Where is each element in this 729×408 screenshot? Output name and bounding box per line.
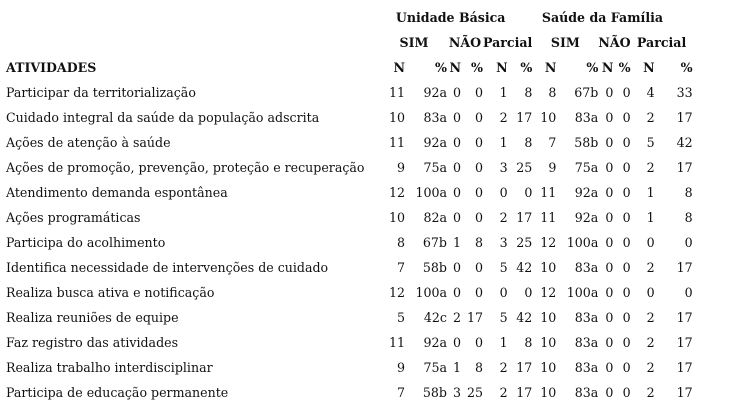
percent-cell: 17 [516,110,533,125]
count-cell: 8 [396,235,405,250]
count-cell: 1 [499,135,508,150]
percent-cell: 0 [684,285,693,300]
percent-cell: 33 [676,85,693,100]
count-cell: 5 [499,260,508,275]
col-label: % [520,60,533,75]
table-row [6,105,693,130]
count-cell: 10 [540,310,557,325]
percent-cell: 0 [622,285,631,300]
percent-cell: 83a [574,385,599,400]
percent-cell: 58b [574,135,599,150]
percent-cell: 0 [622,235,631,250]
count-cell: 12 [540,285,557,300]
count-cell: 0 [605,135,614,150]
count-cell: 12 [388,185,405,200]
percent-cell: 25 [466,385,483,400]
count-cell: 2 [646,335,655,350]
percent-cell: 0 [622,310,631,325]
count-cell: 0 [452,160,461,175]
count-cell: 10 [388,110,405,125]
percent-cell: 8 [684,210,693,225]
count-cell: 5 [499,310,508,325]
count-cell: 3 [452,385,461,400]
percent-cell: 0 [622,335,631,350]
count-cell: 9 [396,160,405,175]
count-cell: 0 [452,335,461,350]
count-cell: 0 [605,260,614,275]
percent-cell: 17 [676,160,693,175]
count-cell: 2 [452,310,461,325]
count-cell: 2 [646,310,655,325]
count-cell: 2 [499,210,508,225]
activity-label: Realiza busca ativa e notificação [6,285,215,300]
count-cell: 4 [646,85,655,100]
count-cell: 10 [540,385,557,400]
count-cell: 0 [605,210,614,225]
activity-label: Realiza reuniões de equipe [6,310,179,325]
percent-cell: 92a [423,135,447,150]
percent-cell: 0 [622,385,631,400]
count-cell: 11 [388,85,405,100]
percent-cell: 17 [676,260,693,275]
percent-cell: 0 [524,185,533,200]
percent-cell: 42c [423,310,447,325]
count-cell: 2 [646,110,655,125]
activity-label: Ações de atenção à saúde [6,135,171,150]
count-cell: 0 [605,360,614,375]
col-label: N [601,60,614,75]
count-cell: 0 [605,385,614,400]
count-cell: 11 [388,335,405,350]
percent-cell: 0 [474,85,483,100]
activity-label: Ações programáticas [6,210,141,225]
percent-cell: 0 [684,235,693,250]
table-row [6,330,693,355]
percent-cell: 75a [423,360,447,375]
percent-cell: 0 [622,135,631,150]
table-header [6,5,693,80]
count-cell: 5 [396,310,405,325]
percent-cell: 0 [622,85,631,100]
count-cell: 1 [646,210,655,225]
activity-label: Participa do acolhimento [6,235,166,250]
percent-cell: 100a [415,285,447,300]
percent-cell: 92a [423,85,447,100]
col-label: N [496,60,508,75]
activity-label: Identifica necessidade de intervenções de cuidado [6,260,329,275]
count-cell: 7 [548,135,557,150]
table-row [6,205,693,230]
count-cell: 1 [499,335,508,350]
count-cell: 1 [499,85,508,100]
table-row [6,380,693,405]
activity-label: Atendimento demanda espontânea [6,185,228,200]
percent-cell: 8 [474,235,483,250]
col-label: N [544,60,557,75]
empty-header-cell [6,5,381,30]
percent-cell: 58b [422,260,447,275]
count-cell: 9 [396,360,405,375]
col-label: % [618,60,631,75]
count-cell: 11 [540,210,557,225]
count-cell: 7 [396,385,405,400]
count-cell: 10 [540,335,557,350]
table-body [6,80,693,405]
count-cell: 1 [452,235,461,250]
percent-cell: 42 [516,260,533,275]
percent-cell: 0 [474,285,483,300]
count-cell: 0 [499,285,508,300]
col-label: N [643,60,655,75]
count-cell: 0 [605,160,614,175]
table-row [6,155,693,180]
count-cell: 12 [540,235,557,250]
column-label-row [6,55,693,80]
count-cell: 0 [452,85,461,100]
percent-cell: 0 [474,185,483,200]
percent-cell: 17 [676,385,693,400]
percent-cell: 100a [566,285,599,300]
percent-cell: 0 [474,210,483,225]
percent-cell: 8 [524,335,533,350]
percent-cell: 83a [574,335,599,350]
subgroup-sim-sf: SIM [550,35,580,50]
percent-cell: 100a [566,235,599,250]
percent-cell: 17 [466,310,483,325]
percent-cell: 82a [423,210,447,225]
percent-cell: 17 [676,335,693,350]
count-cell: 0 [452,110,461,125]
table-row [6,305,693,330]
col-label: N [449,60,461,75]
count-cell: 10 [388,210,405,225]
percent-cell: 0 [622,185,631,200]
count-cell: 0 [605,235,614,250]
col-label: % [471,60,483,75]
percent-cell: 83a [574,110,599,125]
percent-cell: 83a [574,360,599,375]
count-cell: 0 [452,260,461,275]
col-label: % [680,60,693,75]
percent-cell: 17 [676,110,693,125]
count-cell: 3 [499,160,508,175]
subgroup-parcial-sf: Parcial [636,35,687,50]
percent-cell: 0 [622,360,631,375]
count-cell: 10 [540,360,557,375]
percent-cell: 83a [574,310,599,325]
count-cell: 0 [452,210,461,225]
percent-cell: 83a [574,260,599,275]
percent-cell: 92a [423,335,447,350]
group-saude-familia: Saúde da Família [541,10,664,25]
count-cell: 9 [548,160,557,175]
empty-header-cell [6,30,381,55]
subgroup-nao-sf: NÃO [598,35,631,50]
count-cell: 2 [646,160,655,175]
activities-table [6,5,693,405]
count-cell: 0 [646,285,655,300]
count-cell: 0 [605,310,614,325]
percent-cell: 0 [622,160,631,175]
percent-cell: 17 [676,310,693,325]
percent-cell: 17 [516,385,533,400]
count-cell: 0 [452,135,461,150]
activity-label: Faz registro das atividades [6,335,179,350]
activities-heading: ATIVIDADES [6,60,97,75]
percent-cell: 0 [474,335,483,350]
percent-cell: 75a [423,160,447,175]
activity-label: Participar da territorialização [6,85,196,100]
percent-cell: 0 [622,110,631,125]
count-cell: 11 [540,185,557,200]
col-label: N [393,60,405,75]
percent-cell: 58b [422,385,447,400]
count-cell: 12 [388,285,405,300]
subgroup-sim-ub: SIM [399,35,429,50]
percent-cell: 25 [516,160,533,175]
table-row [6,80,693,105]
count-cell: 10 [540,260,557,275]
count-cell: 8 [548,85,557,100]
percent-cell: 25 [516,235,533,250]
group-header-row [6,5,693,30]
percent-cell: 8 [474,360,483,375]
table-row [6,280,693,305]
percent-cell: 0 [622,260,631,275]
percent-cell: 75a [574,160,599,175]
percent-cell: 17 [676,360,693,375]
table-row [6,130,693,155]
subgroup-parcial-ub: Parcial [483,35,533,50]
count-cell: 0 [452,185,461,200]
table-row [6,230,693,255]
activity-label: Cuidado integral da saúde da população adscrita [6,110,320,125]
count-cell: 0 [452,285,461,300]
percent-cell: 8 [524,85,533,100]
activity-label: Ações de promoção, prevenção, proteção e recuperação [6,160,365,175]
count-cell: 2 [646,385,655,400]
activity-label: Realiza trabalho interdisciplinar [6,360,213,375]
percent-cell: 17 [516,210,533,225]
percent-cell: 83a [423,110,447,125]
count-cell: 0 [646,235,655,250]
table-row [6,355,693,380]
col-label: % [586,60,599,75]
percent-cell: 100a [415,185,447,200]
count-cell: 2 [646,260,655,275]
percent-cell: 0 [474,160,483,175]
activity-label: Participa de educação permanente [6,385,229,400]
percent-cell: 0 [474,260,483,275]
percent-cell: 8 [684,185,693,200]
count-cell: 1 [646,185,655,200]
percent-cell: 0 [524,285,533,300]
count-cell: 1 [452,360,461,375]
percent-cell: 67b [574,85,599,100]
percent-cell: 42 [516,310,533,325]
table-row [6,180,693,205]
percent-cell: 0 [474,135,483,150]
count-cell: 5 [646,135,655,150]
percent-cell: 42 [676,135,693,150]
count-cell: 2 [499,360,508,375]
count-cell: 0 [605,185,614,200]
count-cell: 11 [388,135,405,150]
percent-cell: 17 [516,360,533,375]
count-cell: 2 [646,360,655,375]
count-cell: 2 [499,385,508,400]
count-cell: 0 [605,110,614,125]
count-cell: 0 [605,85,614,100]
group-unidade-basica: Unidade Básica [395,10,506,25]
count-cell: 0 [605,285,614,300]
percent-cell: 8 [524,135,533,150]
table-row [6,255,693,280]
count-cell: 2 [499,110,508,125]
percent-cell: 0 [474,110,483,125]
col-label: % [435,60,447,75]
subgroup-header-row [6,30,693,55]
percent-cell: 92a [574,210,599,225]
percent-cell: 0 [622,210,631,225]
count-cell: 0 [499,185,508,200]
count-cell: 3 [499,235,508,250]
count-cell: 7 [396,260,405,275]
count-cell: 0 [605,335,614,350]
percent-cell: 92a [574,185,599,200]
percent-cell: 67b [422,235,447,250]
subgroup-nao-ub: NÃO [448,35,482,50]
count-cell: 10 [540,110,557,125]
